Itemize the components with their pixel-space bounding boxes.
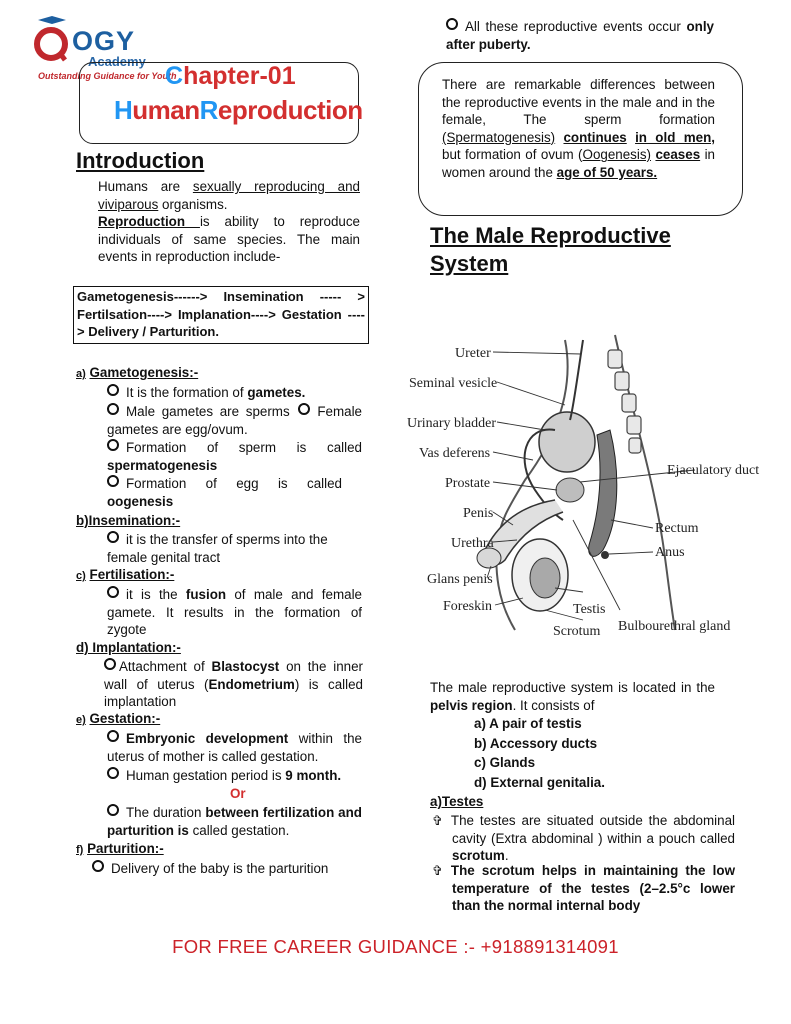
sec-a-heading	[76, 365, 198, 380]
chapter-dash: -	[259, 62, 268, 90]
bullet-icon	[107, 586, 119, 598]
p1-b: organisms.	[158, 196, 228, 212]
e1-a: Embryonic development	[126, 731, 289, 746]
d1-a: Attachment of	[119, 659, 212, 674]
note-e: in women around the	[442, 147, 715, 180]
c-label: c)	[76, 570, 86, 582]
b1: it is the transfer of sperms into the female genital tract	[107, 532, 328, 565]
a4-b: oogenesis	[107, 493, 174, 509]
list-item: d) External genitalia.	[474, 774, 605, 790]
e3-c: called gestation.	[188, 822, 290, 838]
note-b2: in old men,	[635, 129, 715, 145]
cross-bullet-icon: ✞	[432, 813, 443, 828]
d-item-1	[104, 658, 363, 711]
p2-b: is ability to reproduce individuals of same species. The main events in reproduction include-	[98, 214, 360, 265]
e3-b: between fertilization and parturition is	[107, 805, 362, 838]
a1-a: It is the formation of	[126, 385, 248, 400]
bullet-icon	[107, 767, 119, 779]
title-b: eproduction	[217, 95, 363, 125]
bullet-icon	[107, 804, 119, 816]
top-a: All these reproductive events occur	[465, 19, 687, 34]
label-bladder: Urinary bladder	[407, 416, 497, 431]
a3-a: Formation of sperm is called	[126, 440, 362, 455]
bullet-icon	[107, 439, 119, 451]
chapter-title	[114, 95, 363, 126]
a3-b: spermatogenesis	[107, 457, 218, 473]
footer-contact: FOR FREE CAREER GUIDANCE :- +918891314091	[172, 936, 619, 957]
b-title: b)Insemination:-	[76, 513, 181, 528]
a-item-4	[107, 475, 342, 510]
events-flow-box: Gametogenesis------> Insemination ----- > Fertilsation----> Implanation----> Gestation ----> Delivery / Parturition.	[73, 286, 369, 344]
title-a: uman	[132, 95, 200, 125]
location-text	[430, 679, 715, 714]
b-item-1	[107, 531, 362, 566]
c1-a: it is the	[126, 587, 186, 602]
chapter-number	[165, 62, 296, 91]
testes-item-1	[432, 812, 735, 865]
label-penis: Penis	[463, 506, 494, 521]
chapter-word: hapter	[183, 62, 260, 90]
list-item: b) Accessory ducts	[474, 735, 598, 751]
c-item-1	[107, 586, 362, 639]
label-seminal: Seminal vesicle	[409, 376, 498, 391]
label-testis: Testis	[573, 602, 606, 617]
note-b1: continues	[563, 129, 627, 145]
or-text: Or	[230, 786, 246, 801]
note-text	[442, 76, 715, 182]
a2-a: Male gametes are sperms	[126, 404, 297, 419]
male-heading: The Male Reproductive System	[430, 223, 671, 276]
e2-a: Human gestation period is	[126, 768, 286, 783]
bullet-icon	[298, 403, 310, 415]
bullet-icon	[107, 403, 119, 415]
loc-c: . It consists of	[512, 697, 595, 713]
f1: Delivery of the baby is the parturition	[111, 861, 329, 876]
d-title: d) Implantation:-	[76, 640, 181, 655]
chapter-num: 01	[267, 62, 296, 90]
e-label: e)	[76, 714, 86, 726]
logo-tagline: Outstanding Guidance for Youth	[38, 71, 177, 81]
label-ejaculatory: Ejaculatory duct	[667, 463, 760, 478]
a1-b: gametes.	[247, 385, 306, 400]
sec-c-heading	[76, 567, 174, 582]
f-item-1	[92, 860, 362, 878]
label-scrotum: Scrotum	[553, 624, 601, 639]
t1-b: scrotum	[452, 848, 505, 864]
label-bulbourethral: Bulbourethral gland	[618, 619, 731, 634]
note-a: There are remarkable differences between the reproductive events in the male and in the female, The sperm formation	[442, 77, 715, 128]
sec-f-heading	[76, 841, 164, 856]
note-u1: (Spermatogenesis)	[442, 129, 556, 145]
e3-a: The duration	[126, 805, 206, 820]
t1-a: The testes are situated outside the abdominal cavity (Extra abdominal ) within a pouch called	[450, 813, 735, 846]
loc-a: The male reproductive system is located in the	[430, 680, 715, 695]
components-list	[474, 714, 605, 792]
a-item-3	[107, 439, 362, 474]
c-title: Fertilisation:-	[89, 567, 175, 582]
bullet-icon	[107, 730, 119, 742]
bullet-icon	[107, 384, 119, 396]
label-prostate: Prostate	[445, 476, 491, 491]
a4-a: Formation of egg is called	[126, 476, 342, 491]
title-h: H	[114, 95, 133, 125]
d1-e: ) is called implantation	[104, 676, 363, 710]
p1-u: sexually reproducing and viviparous	[98, 179, 360, 212]
t1-c: .	[504, 848, 509, 864]
testes-title: a)Testes	[430, 794, 484, 809]
f-title: Parturition:-	[87, 841, 164, 856]
a2-b: Female gametes are egg/ovum.	[107, 404, 362, 437]
top-b: only after puberty.	[446, 19, 714, 52]
e1-b: within the uterus of mother is called gestation.	[107, 731, 362, 764]
label-vas: Vas deferens	[419, 446, 491, 461]
a-item-2	[107, 403, 362, 438]
list-item: a) A pair of testis	[474, 716, 582, 731]
intro-heading: Introduction	[76, 148, 205, 173]
bullet-icon	[104, 658, 116, 670]
list-item: c) Glands	[474, 755, 536, 770]
a-item-1	[107, 384, 362, 402]
note-b3: ceases	[655, 147, 701, 163]
bullet-icon	[107, 475, 119, 487]
label-anus: Anus	[655, 545, 685, 560]
c1-c: of male and female gamete. It results in the formation of zygote	[107, 587, 362, 638]
label-ureter: Ureter	[455, 346, 491, 361]
logo-sub: Academy	[88, 54, 146, 69]
sec-e-heading	[76, 711, 160, 726]
logo-brand: OGY	[72, 26, 136, 56]
logo-mark	[32, 16, 70, 64]
note-u2: Oogenesis)	[582, 147, 652, 163]
e-item-1	[107, 730, 362, 765]
label-foreskin: Foreskin	[443, 599, 492, 614]
label-rectum: Rectum	[655, 521, 699, 536]
e-title: Gestation:-	[89, 711, 161, 726]
testes-heading	[430, 794, 483, 809]
p2-u: Reproduction	[98, 214, 200, 229]
intro-para-1	[98, 178, 360, 213]
d1-d: Endometrium	[208, 676, 295, 692]
sec-b-heading	[76, 513, 180, 528]
cross-bullet-icon: ✞	[432, 863, 443, 878]
top-bullet	[446, 18, 714, 53]
a-title: Gametogenesis:-	[89, 365, 199, 380]
note-c: but formation of ovum (	[442, 147, 583, 163]
bullet-icon	[446, 18, 458, 30]
title-r: R	[199, 95, 218, 125]
chapter-c: C	[165, 62, 184, 90]
t2: The scrotum helps in maintaining the low temperature of the testes (2–2.5°c lower than the normal internal body	[450, 863, 735, 914]
e-item-2	[107, 767, 362, 785]
testes-item-2	[432, 862, 735, 915]
bullet-icon	[92, 860, 104, 872]
p1-a: Humans are	[98, 179, 193, 194]
e2-b: 9 month.	[285, 768, 342, 783]
e-item-3	[107, 804, 362, 839]
loc-b: pelvis region	[430, 697, 513, 713]
a-label: a)	[76, 368, 86, 380]
d1-b: Blastocyst	[211, 659, 280, 674]
note-b4: age of 50 years.	[556, 164, 658, 180]
intro-para-2	[98, 213, 360, 266]
c1-b: fusion	[185, 587, 227, 602]
bullet-icon	[107, 531, 119, 543]
sec-d-heading	[76, 640, 181, 655]
label-glans: Glans penis	[427, 572, 493, 587]
male-reproductive-diagram	[405, 330, 765, 650]
d1-c: on the inner wall of uterus (	[104, 659, 363, 692]
f-label: f)	[76, 844, 84, 856]
label-urethra: Urethra	[451, 536, 494, 551]
